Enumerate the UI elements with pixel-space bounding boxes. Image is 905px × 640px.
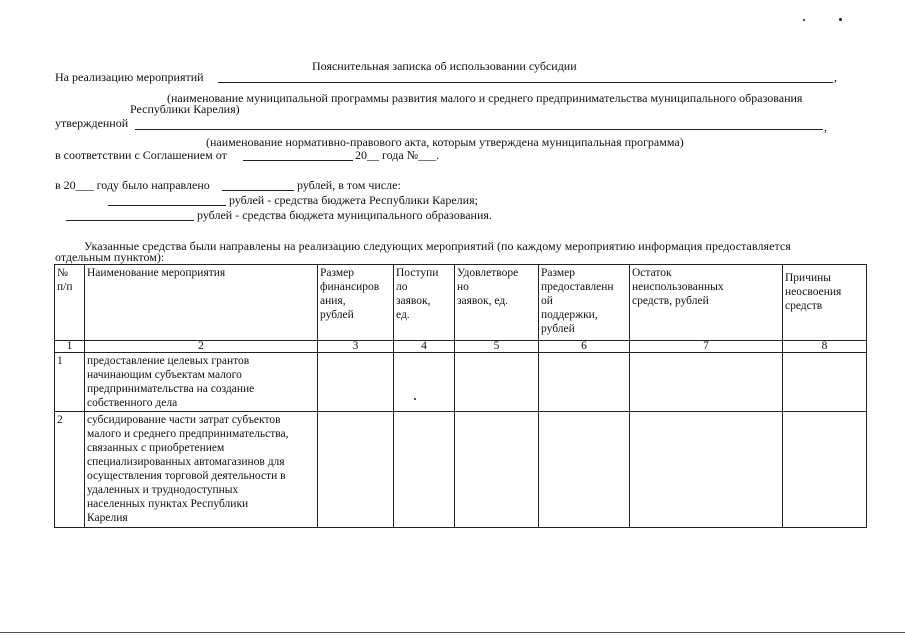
column-number: 5 <box>455 341 539 353</box>
funding-cell <box>318 353 394 412</box>
act-hint: (наименование нормативно-правового акта, которым утверждена муниципальная программа) <box>206 135 684 149</box>
header-cell: Остаток неиспользованных средств, рублей <box>630 265 783 341</box>
column-number: 3 <box>318 341 394 353</box>
program-hint: (наименование муниципальной программы развития малого и среднего предпринимательства муниципального образования <box>167 91 803 105</box>
header-cell: Поступи ло заявок, ед. <box>394 265 455 341</box>
column-number: 8 <box>783 341 867 353</box>
row-number: 1 <box>55 353 85 412</box>
document-title: Пояснительная записка об использовании субсидии <box>312 59 577 73</box>
unused-balance-cell <box>630 412 783 528</box>
scan-speck <box>839 18 842 21</box>
measure-name: субсидирование части затрат субъектов малого и среднего предпринимательства, связанных с приобретением специализированных автомагазинов для осуществления торговой деятельности в удаленных и труднодоступных населенных пунктах Республики Карелия <box>85 412 318 528</box>
support-amount-cell <box>539 412 630 528</box>
table-row <box>55 353 867 412</box>
measures-table <box>54 264 867 528</box>
table-row <box>55 412 867 528</box>
table-header-row <box>55 265 867 341</box>
header-cell: Размер предоставленн ой поддержки, рублей <box>539 265 630 341</box>
header-cell: № п/п <box>55 265 85 341</box>
header-cell: Размер финансиров ания, рублей <box>318 265 394 341</box>
support-amount-cell <box>539 353 630 412</box>
program-blank-end: , <box>834 70 837 84</box>
municipal-budget-label: рублей - средства бюджета муниципального образования. <box>197 208 492 222</box>
column-number-row <box>55 341 867 353</box>
approved-blank <box>135 129 823 130</box>
applications-approved-cell <box>455 412 539 528</box>
header-cell: Причины неосвоения средств <box>783 265 867 341</box>
republic-amount-blank <box>108 205 226 206</box>
approved-blank-end: , <box>824 120 827 134</box>
reasons-cell <box>783 412 867 528</box>
measures-paragraph-cont: отдельным пунктом): <box>55 250 165 264</box>
agreement-label: в соответствии с Соглашением от <box>55 148 227 162</box>
header-cell: Наименование мероприятия <box>85 265 318 341</box>
column-number: 1 <box>55 341 85 353</box>
unused-balance-cell <box>630 353 783 412</box>
column-number: 6 <box>539 341 630 353</box>
column-number: 7 <box>630 341 783 353</box>
allocated-year-label: в 20___ году было направлено <box>55 178 210 192</box>
program-blank <box>218 82 833 83</box>
allocated-amount-label: рублей, в том числе: <box>297 178 401 192</box>
applications-received-cell <box>394 353 455 412</box>
municipal-amount-blank <box>66 220 194 221</box>
approved-label: утвержденной <box>55 116 129 130</box>
measure-name: предоставление целевых грантов начинающим субъектам малого предпринимательства на создание собственного дела <box>85 353 318 412</box>
column-number: 2 <box>85 341 318 353</box>
scan-speck <box>803 19 805 21</box>
reasons-cell <box>783 353 867 412</box>
scan-speck <box>414 398 416 400</box>
header-cell: Удовлетворе но заявок, ед. <box>455 265 539 341</box>
agreement-date-blank <box>243 160 353 161</box>
agreement-year-number: 20__ года №___. <box>355 148 440 162</box>
row-number: 2 <box>55 412 85 528</box>
program-label: На реализацию мероприятий <box>55 70 204 84</box>
column-number: 4 <box>394 341 455 353</box>
measures-paragraph: Указанные средства были направлены на реализацию следующих мероприятий (по каждому мероприятию информация предоставляется <box>84 239 791 253</box>
funding-cell <box>318 412 394 528</box>
republic-budget-label: рублей - средства бюджета Республики Карелия; <box>229 193 478 207</box>
applications-received-cell <box>394 412 455 528</box>
applications-approved-cell <box>455 353 539 412</box>
scan-edge-line <box>0 632 905 633</box>
program-hint-cont: Республики Карелия) <box>130 102 240 116</box>
allocated-amount-blank <box>222 190 294 191</box>
